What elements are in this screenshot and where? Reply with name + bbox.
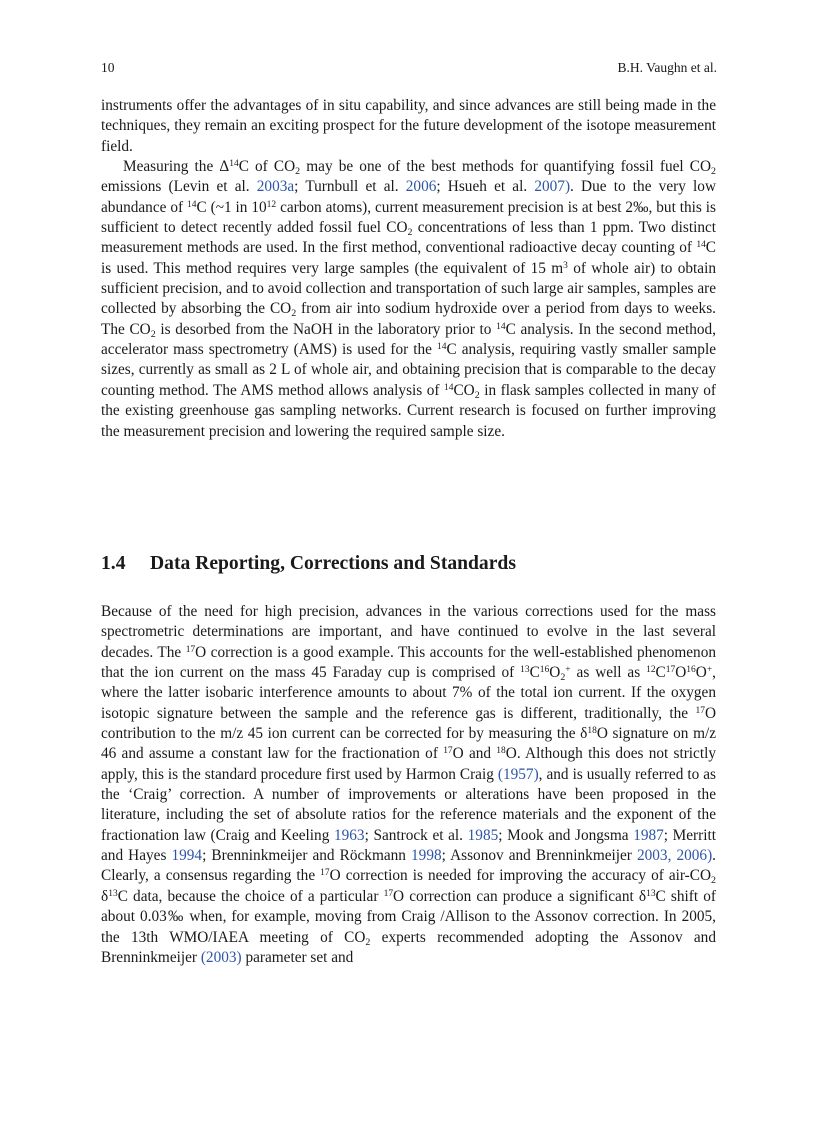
citation-link[interactable]: 2006 — [405, 178, 437, 196]
paragraph-continuation: instruments offer the advantages of in situ capability, and since advances are still being made in the techniques, they remain an exciting prospect for the future development of the isotope measurement field. — [101, 97, 716, 155]
citation-link[interactable]: 1994 — [171, 847, 203, 865]
page-number: 10 — [101, 60, 115, 75]
body-text-top — [101, 96, 716, 442]
section-heading — [101, 551, 716, 577]
citation-link[interactable]: 2003a — [256, 178, 295, 196]
running-head-authors: B.H. Vaughn et al. — [617, 60, 717, 75]
body-text-section — [101, 602, 716, 968]
section-title: Data Reporting, Corrections and Standards — [150, 553, 516, 574]
paragraph-17o-correction: Because of the need for high precision, advances in the various corrections used for the mass spectrometric determinations are important, and have continued to evolve in the last several decades. The $^{17}$O correction is a good example. This accounts for the well-established phenomenon that the ion current on the mass 45 Faraday cup is comprised of $^{13}C^{16}O_2^+$ as well as $^{12}C^{17}O^{16}O^+$, where the latter isobaric interference amounts to about 7% of the total ion current. If the oxygen isotopic signature between the sample and the reference gas is different, traditionally, the $^{17}$O contribution to the m/z 45 ion current can be corrected for by measuring the $\delta^{18}O$ signature on m/z 46 and assume a constant law for the fractionation of $^{17}$O and $^{18}$O. Although this does not strictly apply, this is the standard procedure first used by Harmon Craig (1957), and is usually referred to as the ‘Craig’ correction. A number of improvements or alterations have been proposed in the literature, including the set of absolute ratios for the reference materials and the exponent of the fractionation law (Craig and Keeling 1963; Santrock et al. 1985; Mook and Jongsma 1987; Merritt and Hayes 1994; Brenninkmeijer and Röckmann 1998; Assonov and Brenninkmeijer 2003, 2006). Clearly, a consensus regarding the $^{17}$O correction is needed for improving the accuracy of air-$CO_2$ $\delta^{13}C$ data, because the choice of a particular $^{17}$O correction can produce a significant $\delta^{13}C$ shift of about 0.03‰ when, for example, moving from Craig /Allison to the Assonov correction. In 2005, the 13th WMO/IAEA meeting of $CO_2$ experts recommended adopting the Assonov and Brenninkmeijer (2003) parameter set and — [101, 603, 717, 966]
citation-link[interactable]: (1957) — [497, 765, 539, 783]
citation-link[interactable]: (2003) — [200, 948, 242, 966]
citation-link[interactable]: 2003, 2006) — [636, 847, 713, 865]
citation-link[interactable]: 1987 — [633, 826, 664, 844]
running-header — [101, 58, 717, 78]
citation-link[interactable]: 1963 — [333, 826, 365, 844]
citation-link[interactable]: 1998 — [411, 847, 442, 865]
section-number: 1.4 — [101, 553, 126, 574]
citation-link[interactable]: 1985 — [467, 826, 499, 844]
paragraph-radiocarbon: Measuring the $\Delta^{14}C$ of $CO_2$ may be one of the best methods for quantifying fossil fuel $CO_2$ emissions (Levin et al. 2003a; Turnbull et al. 2006; Hsueh et al. 2007). Due to the very low abundance of $^{14}$C (~1 in $10^{12}$ carbon atoms), current measurement precision is at best 2‰, but this is sufficient to detect recently added fossil fuel $CO_2$ concentrations of less than 1 ppm. Two distinct measurement methods are used. In the first method, conventional radioactive decay counting of $^{14}$C is used. This method requires very large samples (the equivalent of 15 $m^3$ of whole air) to obtain sufficient precision, and to avoid collection and transportation of such large air samples, samples are collected by absorbing the $CO_2$ from air into sodium hydroxide over a period from days to weeks. The $CO_2$ is desorbed from the NaOH in the laboratory prior to $^{14}$C analysis. In the second method, accelerator mass spectrometry (AMS) is used for the $^{14}$C analysis, requiring vastly smaller sample sizes, currently as small as 2 L of whole air, and obtaining precision that is comparable to the decay counting method. The AMS method allows analysis of $^{14}CO_2$ in flask samples collected in many of the existing greenhouse gas sampling networks. Current research is focused on further improving the measurement precision and lowering the required sample size. — [101, 158, 717, 440]
citation-link[interactable]: 2007) — [534, 178, 571, 196]
